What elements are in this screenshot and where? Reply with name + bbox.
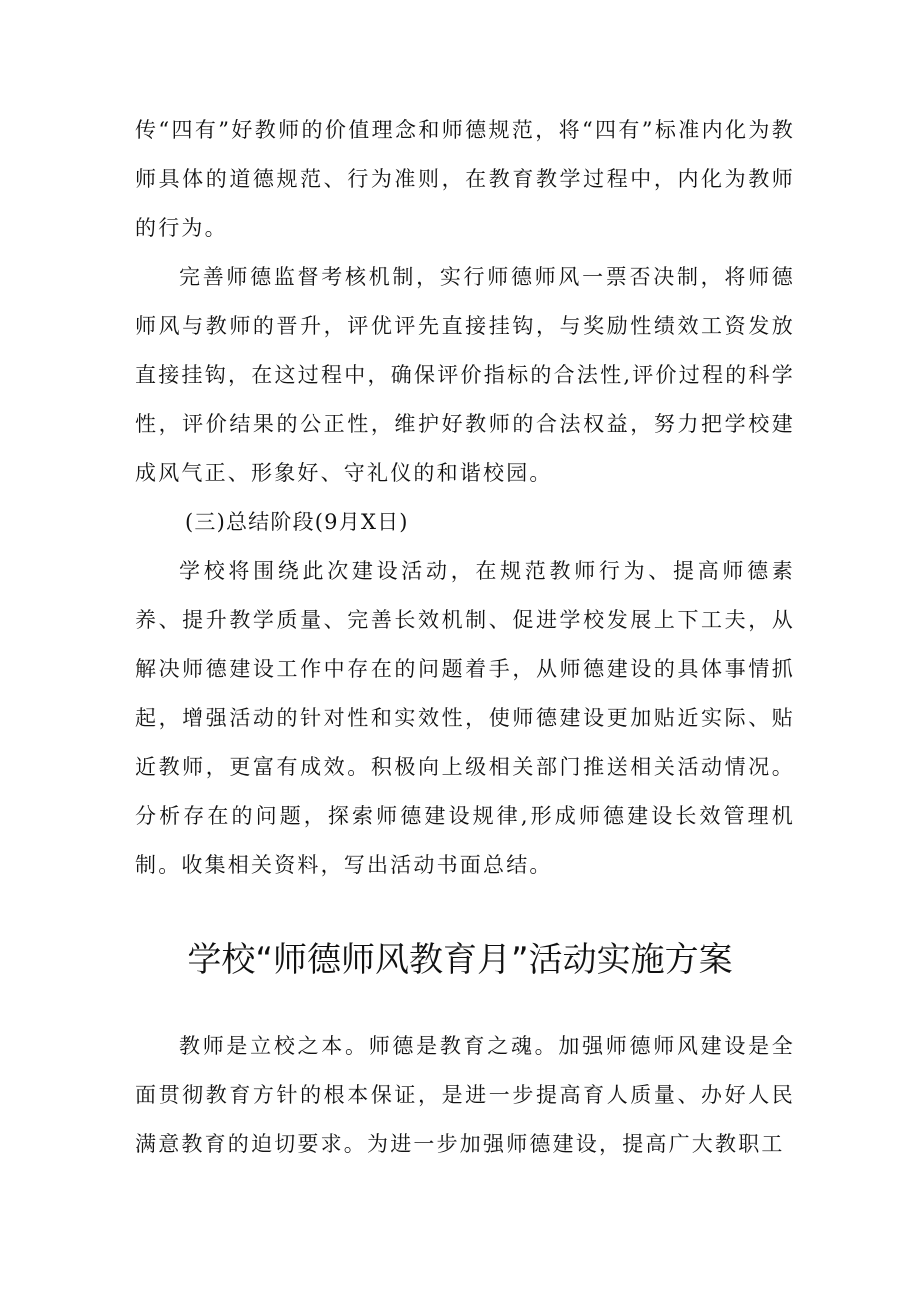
paragraph-supervision: 完善师德监督考核机制，实行师德师风一票否决制，将师德师风与教师的晋升，评优评先直接挂钩，与奖励性绩效工资发放直接挂钩，在这过程中，确保评价指标的合法性,评价过程的科学性，评价结果的公正性，维护好教师的合法权益，努力把学校建成风气正、形象好、守礼仪的和谐校园。 [135,265,795,485]
document-body-upper [135,106,795,890]
paragraph-continued: 传“四有”好教师的价值理念和师德规范，将“四有”标准内化为教师具体的道德规范、行为准则，在教育教学过程中，内化为教师的行为。 [135,118,795,240]
paragraph-summary: 学校将围绕此次建设活动，在规范教师行为、提高师德素养、提升教学质量、完善长效机制、促进学校发展上下工夫，从解决师德建设工作中存在的问题着手，从师德建设的具体事情抓起，增强活动的针对性和实效性，使师德建设更加贴近实际、贴近教师，更富有成效。积极向上级相关部门推送相关活动情况。分析存在的问题，探索师德建设规律,形成师德建设长效管理机制。收集相关资料，写出活动书面总结。 [135,559,795,877]
document-title: 学校“师德师风教育月”活动实施方案 [187,940,733,980]
section-heading-summary-stage: (三)总结阶段(9月X日) [185,510,409,534]
document-body-lower [135,1022,795,1169]
paragraph-intro: 教师是立校之本。师德是教育之魂。加强师德师风建设是全面贯彻教育方针的根本保证，是进一步提高育人质量、办好人民满意教育的迫切要求。为进一步加强师德建设，提高广大教职工 [135,1034,795,1156]
